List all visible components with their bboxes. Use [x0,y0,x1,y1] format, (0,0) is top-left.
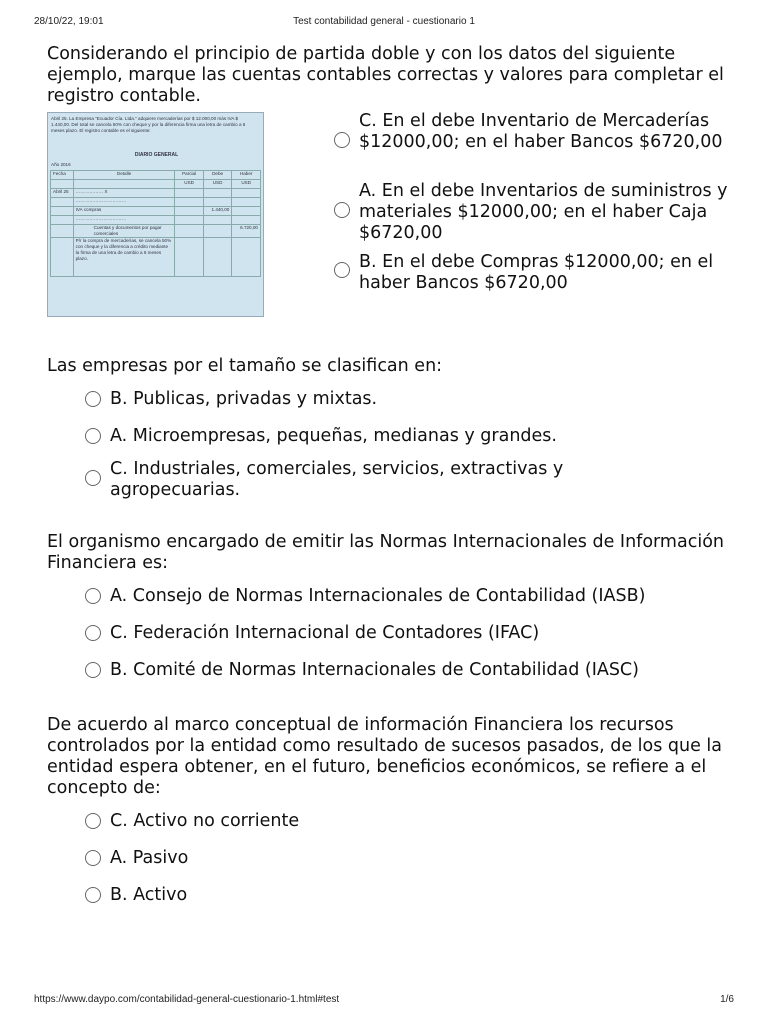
radio-icon[interactable] [85,887,101,903]
journal-row [51,225,261,238]
q4-option-a[interactable] [85,848,735,869]
q4-option-c-label: C. Activo no corriente [110,811,300,831]
journal-cell: …………………………… [73,198,175,207]
journal-cell: Abril 25 [51,189,74,198]
journal-row [51,216,261,225]
journal-col-haber: Haber [232,171,261,180]
journal-row [51,238,261,277]
radio-icon[interactable] [334,132,350,148]
journal-table [50,170,261,277]
radio-icon[interactable] [334,262,350,278]
q4-option-b-label: B. Activo [110,885,188,905]
journal-title: DIARIO GENERAL [134,152,179,158]
q1-option-b-label: B. En el debe Compras $12000,00; en el haber Bancos $6720,00 [359,252,714,293]
q2-option-b-label: B. Publicas, privadas y mixtas. [110,389,378,409]
journal-row [51,207,261,216]
print-date: 28/10/22, 19:01 [34,16,104,27]
journal-cell: …………………………… [73,216,175,225]
q4-option-c[interactable] [85,811,735,832]
radio-icon[interactable] [85,813,101,829]
q3-option-b[interactable] [85,660,735,681]
journal-cell: 6.720,00 [232,225,261,238]
q1-option-c-label: C. En el debe Inventario de Mercaderías $12000,00; en el haber Bancos $6720,00 [359,111,723,152]
q3-option-a[interactable] [85,586,735,607]
q3-option-b-label: B. Comité de Normas Internacionales de Contabilidad (IASC) [110,660,639,680]
journal-cell: 1.440,00 [203,207,232,216]
q4-option-a-label: A. Pasivo [110,848,189,868]
journal-col-fecha: Fecha [51,171,74,180]
question-1-text: Considerando el principio de partida doble y con los datos del siguiente ejemplo, marque las cuentas contables correctas y valores para completar el registro contable. [47,44,724,106]
journal-col-detalle: Detalle [73,171,175,180]
journal-intro: Abril 25. La Empresa "Ecuador Cía. Ltda." adquiere mercaderías por $ 12.000,00 más IVA $ 1.440,00. Del total se cancela 50% con cheque y por la diferencia firma una letra de cambio a 6 meses plazo. El registro contable es el siguiente: [51,116,246,133]
radio-icon[interactable] [85,391,101,407]
journal-unit: USD [232,180,261,189]
radio-icon[interactable] [85,662,101,678]
journal-row [51,189,261,198]
q1-option-b[interactable] [334,252,734,294]
radio-icon[interactable] [85,850,101,866]
q4-option-b[interactable] [85,885,735,906]
journal-entry-image [47,112,264,317]
journal-cell: IVA compras [73,207,175,216]
q3-option-c-label: C. Federación Internacional de Contadores (IFAC) [110,623,540,643]
question-3-text: El organismo encargado de emitir las Normas Internacionales de Información Financiera es: [47,532,724,573]
journal-cell: ……………… X [73,189,175,198]
journal-subheader-row [51,180,261,189]
radio-icon[interactable] [85,470,101,486]
journal-col-debe: Debe [203,171,232,180]
q1-option-c[interactable] [334,111,734,153]
journal-col-parcial: Parcial [175,171,203,180]
page-number: 1/6 [720,994,734,1005]
q1-option-a-label: A. En el debe Inventarios de suministros y materiales $12000,00; en el haber Caja $6720,00 [359,181,728,243]
radio-icon[interactable] [334,202,350,218]
journal-cell: P/r la compra de mercaderías, se cancela 50% con cheque y la diferencia a crédito mediante la firma de una letra de cambio a 6 meses plazo. [73,238,175,277]
q1-option-a[interactable] [334,181,734,244]
q2-option-a-label: A. Microempresas, pequeñas, medianas y grandes. [110,426,557,446]
question-2-text: Las empresas por el tamaño se clasifican en: [47,356,443,376]
q2-option-b[interactable] [85,389,735,410]
radio-icon[interactable] [85,588,101,604]
journal-unit: USD [203,180,232,189]
q3-option-c[interactable] [85,623,735,644]
radio-icon[interactable] [85,428,101,444]
radio-icon[interactable] [85,625,101,641]
q2-option-c[interactable] [85,459,605,501]
journal-cell: Cuentas y documentos por pagar comerciales [73,225,175,238]
question-4-text: De acuerdo al marco conceptual de información Financiera los recursos controlados por la entidad como resultado de sucesos pasados, de los que la entidad espera obtener, en el futuro, beneficios económicos, se refiere a el concepto de: [47,715,723,798]
journal-row [51,198,261,207]
page-title: Test contabilidad general - cuestionario 1 [293,16,475,27]
q2-option-a[interactable] [85,426,735,447]
q2-option-c-label: C. Industriales, comerciales, servicios, extractivas y agropecuarias. [110,459,564,500]
journal-year: Año 2016 [51,162,71,167]
journal-header-row [51,171,261,180]
footer-url: https://www.daypo.com/contabilidad-general-cuestionario-1.html#test [34,994,340,1005]
q3-option-a-label: A. Consejo de Normas Internacionales de Contabilidad (IASB) [110,586,646,606]
journal-unit: USD [175,180,203,189]
